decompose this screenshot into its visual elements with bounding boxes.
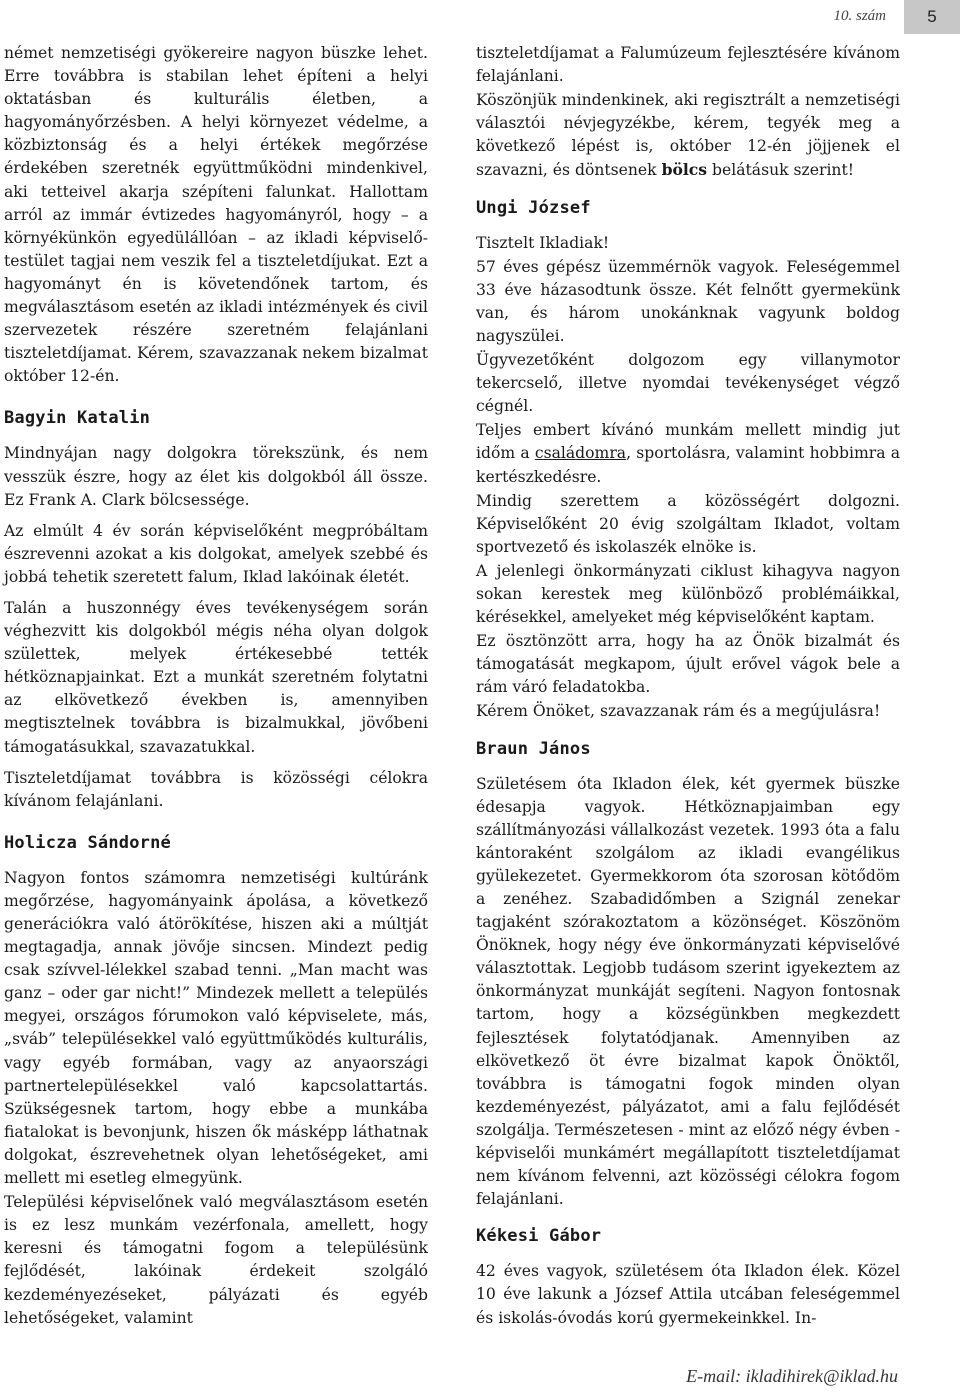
paragraph: Mindig szerettem a közösségért dolgozni. Képviselőként 20 évig szolgáltam Ikladot, voltam sportvezető és iskolaszék elnöke is. (476, 491, 900, 556)
paragraph: tiszteletdíjamat a Falumúzeum fejlesztésére kívánom felajánlani. (476, 44, 900, 86)
paragraph: Kérem Önöket, szavazzanak rám és a megújulásra! (476, 702, 881, 721)
paragraph: Talán a huszonnégy éves tevékenységem során véghezvitt kis dolgokból mégis néha olyan dolgok születtek, melyek értékesebbé tették hétköznapjainkat. Ezt a munkát szeretném folytatni az elkövetkező években is, amennyiben megtisztelnek továbbra is bizalmukkal, jövőbeni támogatásukkal, szavazatukkal. (4, 598, 428, 756)
paragraph: Tiszteletdíjamat továbbra is közösségi célokra kívánom felajánlani. (4, 768, 428, 810)
text-segment: Teljes embert kívánó munkám mellett mindig jut időm a (476, 421, 900, 463)
candidate-heading-ungi: Ungi József (476, 197, 591, 218)
underlined-word: családomra (534, 444, 627, 463)
page-number: 5 (927, 7, 937, 26)
text-segment: Köszönjük mindenkinek, aki regisztrált a nemzetiségi választói névjegyzékbe, kérem, tegyék meg a következő lépést is, október 12-én jöjjenek el szavazni, és döntsenek (476, 91, 900, 180)
paragraph: Tisztelt Ikladiak! (476, 233, 610, 252)
footer-email: E-mail: ikladihirek@iklad.hu (686, 1366, 898, 1386)
bold-word: bölcs (661, 160, 708, 180)
paragraph: Születésem óta Ikladon élek, két gyermek büszke édesapja vagyok. Hétköznapjaimban egy szállítmányozási vállalkozást vezetek. 1993 óta a falu kántoraként szolgálom az ikladi evangélikus gyülekezetet. Gyermekkorom óta szorosan kötődöm a zenéhez. Szabadidőmben a Szignál zenekar tagjaként szórakoztatom a közönséget. Köszönöm Önöknek, hogy négy éve önkormányzati képviselővé választottak. Legjobb tudásom szerint igyekeztem az önkormányzat munkáját segíteni. Nagyon fontosnak tartom, hogy a községünkben megkezdett fejlesztések folytatódjanak. Amennyiben az elkövetkező öt évre bizalmat kapok Önöktől, továbbra is támogatni fogok minden olyan kezdeményezést, pályázatot, ami a falu fejlődését szolgálja. Természetesen - mint az előző négy évben - képviselői munkámért megállapított tiszteletdíjamat nem kívánom felvenni, azt közösségi célokra fogom felajánlani. (476, 774, 900, 1209)
paragraph: 57 éves gépész üzemmérnök vagyok. Feleségemmel 33 éve házasodtunk össze. Két felnőtt gyermekünk van, és három unokánknak vagyunk boldog nagyszülei. (476, 257, 900, 345)
issue-number: 10. szám (833, 8, 886, 24)
candidate-heading-holicza: Holicza Sándorné (4, 832, 171, 853)
paragraph: Mindnyájan nagy dolgokra törekszünk, és nem vesszük észre, hogy az élet kis dolgokból áll össze. Ez Frank A. Clark bölcsessége. (4, 444, 428, 509)
paragraph: 42 éves vagyok, születésem óta Ikladon élek. Közel 10 éve lakunk a József Attila utcában feleségemmel és iskolás-óvodás korú gyermekeinkkel. In- (476, 1262, 900, 1327)
paragraph (476, 419, 900, 488)
candidate-heading-bagyin: Bagyin Katalin (4, 408, 151, 429)
paragraph: német nemzetiségi gyökereire nagyon büszke lehet. Erre továbbra is stabilan lehet építeni a helyi oktatásban és kulturális életben, a hagyományőrzésben. A helyi környezet védelme, a közbiztonság és a helyi értékek megőrzése érdekében szeretnék együttműködni mindenkivel, aki tetteivel akarja szépíteni falunkat. Hallottam arról az immár évtizedes hagyományról, hogy – a környékünkön egyedülállóan – az ikladi képviselő-testület tagjai nem veszik fel a tiszteletdíjukat. Ezt a hagyományt én is követendőnek tartom, és megválasztásom esetén az ikladi intézmények és civil szervezetek részére szeretném felajánlani tiszteletdíjamat. Kérem, szavazzanak nekem bizalmat október 12-én. (4, 44, 428, 386)
candidate-heading-kekesi: Kékesi Gábor (476, 1226, 602, 1247)
candidate-heading-braun: Braun János (476, 738, 591, 759)
right-column (476, 42, 900, 1338)
page-number-box (904, 0, 960, 34)
paragraph: Nagyon fontos számomra nemzetiségi kultúránk megőrzése, hagyományaink ápolása, a következő generációkra való átörökítése, hiszen aki a múltját megtagadja, annak jövője sincsen. Mindezt pedig csak szívvel-lélekkel szabad tenni. „Man macht was ganz – oder gar nicht!” Mindezek mellett a település megyei, országos fórumokon való képviselete, más, „sváb” településekkel való együttműködés kulturális, vagy egyéb formában, vagy az anyaországi partnertelepülésekkel való kapcsolattartás. Szükségesnek tartom, hogy ebbe a munkába fiatalokat is bevonjunk, hiszen ők másképp láthatnak dolgokat, észrevehetnek olyan lehetőségeket, ami mellett mi esetleg elmegyünk. (4, 868, 428, 1188)
page-header (0, 0, 960, 34)
paragraph: Települési képviselőnek való megválasztásom esetén is ez lesz munkám vezérfonala, amellett, hogy keresni és támogatni fogom a településünk fejlődését, lakóinak érdekeit szolgáló kezdeményezéseket, pályázati és egyéb lehetőségeket, valamint (4, 1193, 428, 1327)
paragraph: A jelenlegi önkormányzati ciklust kihagyva nagyon sokan kerestek meg különböző problémáikkal, kérésekkel, amelyeket még képviselőként kaptam. (476, 561, 900, 627)
text-segment: belátásuk szerint! (707, 161, 855, 180)
left-column (4, 42, 428, 1338)
paragraph: Ügyvezetőként dolgozom egy villanymotor tekercselő, illetve nyomdai tevékenységet végző cégnél. (476, 351, 900, 416)
paragraph (476, 89, 900, 182)
paragraph: Az elmúlt 4 év során képviselőként megpróbáltam észrevenni azokat a kis dolgokat, amelyek szebbé és jobbá tehetik szeretett falum, Iklad lakóinak életét. (4, 521, 428, 586)
text-segment: , sportolásra, valamint hobbimra a kertészkedésre. (476, 444, 900, 486)
paragraph: Ez ösztönzött arra, hogy ha az Önök bizalmát és támogatását megkapom, újult erővel vágok bele a rám váró feladatokba. (476, 632, 900, 697)
